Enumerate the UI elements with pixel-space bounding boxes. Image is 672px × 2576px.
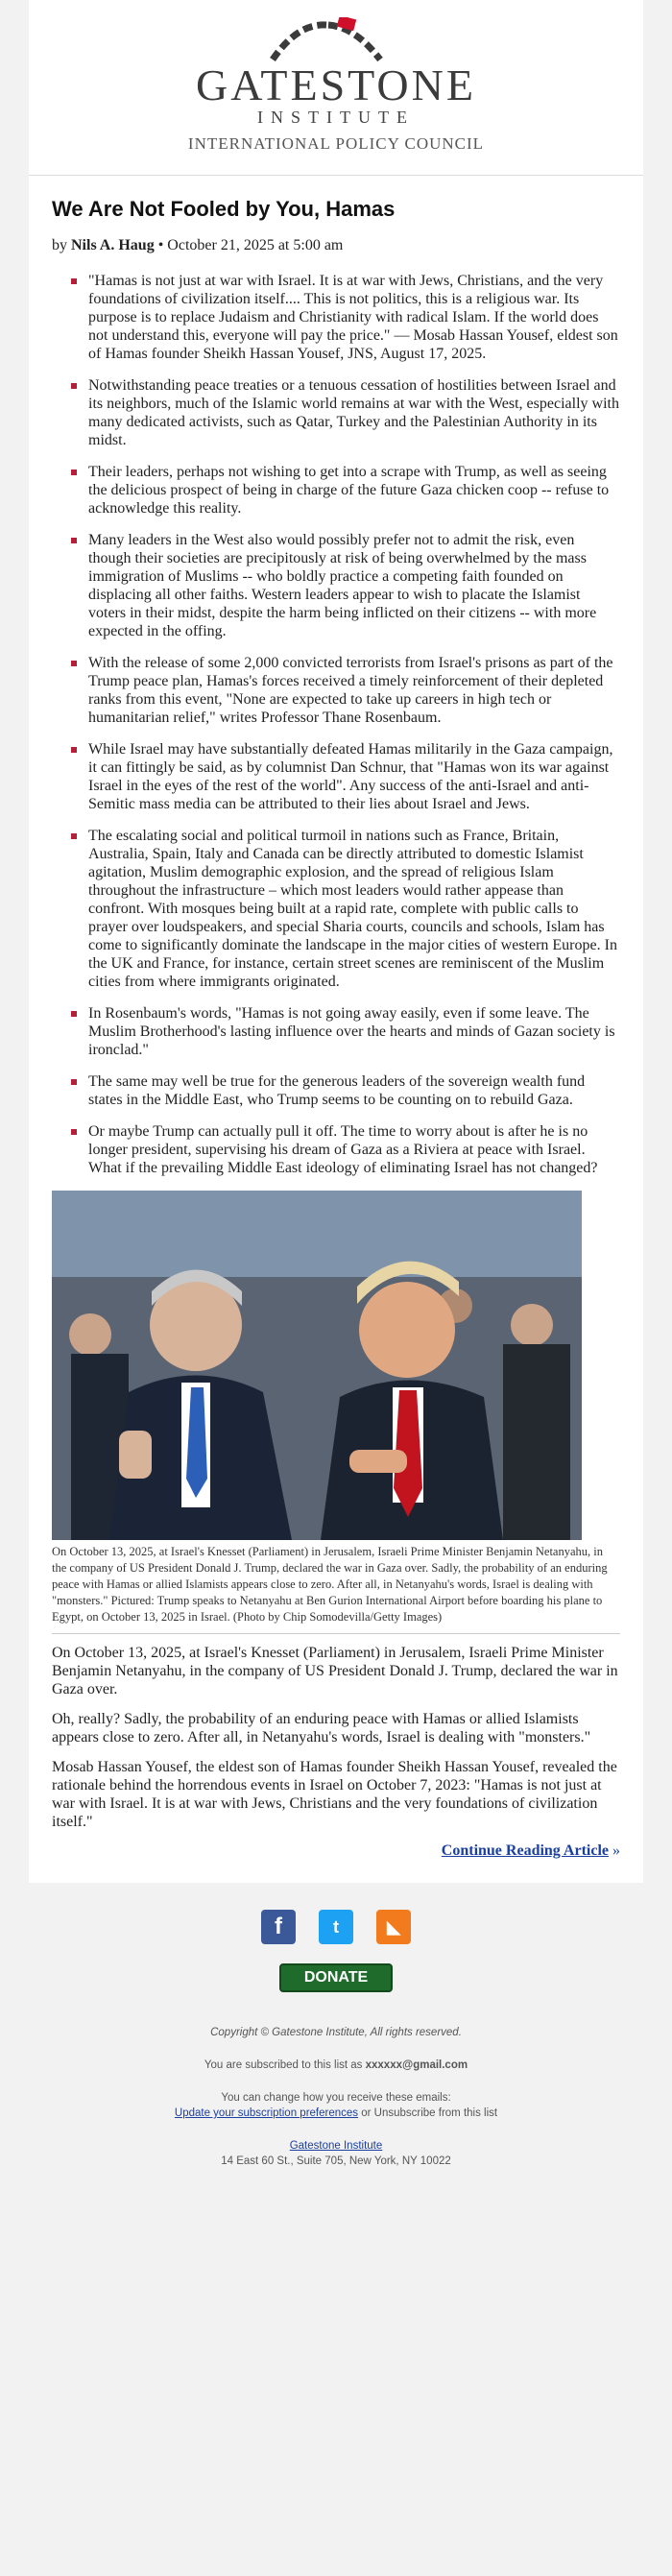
bullet-item [67, 740, 620, 813]
logo-tagline: INTERNATIONAL POLICY COUNCIL [187, 134, 485, 153]
org-line [29, 2140, 643, 2152]
rss-icon[interactable]: ◣ [376, 1910, 411, 1944]
article-date: October 21, 2025 at 5:00 am [167, 237, 344, 253]
facebook-icon[interactable]: f [261, 1910, 296, 1944]
byline-separator: • [157, 237, 164, 253]
bullet-text: With the release of some 2,000 convicted terrorists from Israel's prisons as part of the Trump peace plan, Hamas's forces received a timely reinforcement of their depleted ranks from this event, "None are expected to take up careers in high tech or humanitarian relief," writes Professor Thane Rosenbaum. [88, 655, 613, 726]
body-paragraph: Mosab Hassan Yousef, the eldest son of Hamas founder Sheikh Hassan Yousef, revealed the rationale behind the horrendous events in Israel on October 7, 2023: "Hamas is not just at war with Israel. It is at war with Jews, Christians and the very foundations of civilization itself." [52, 1759, 617, 1830]
bullet-text: In Rosenbaum's words, "Hamas is not going away easily, even if some leave. The Muslim Brotherhood's lasting influence over the hearts and minds of Gazan society is ironclad." [88, 1005, 615, 1058]
bullet-text: The escalating social and political turmoil in nations such as France, Britain, Australia, Spain, Italy and Canada can be directly attributed to domestic Islamist agitation, Muslim demographic explosion, and the spread of religious Islam throughout the infrastructure – which most leaders would rather appease than confront. With mosques being built at a rapid rate, complete with public calls to prayer over loudspeakers, and special Sharia courts, councils and schools, Islam has come to significantly dominate the landscape in the major cities of western Europe. In the UK and France, for instance, certain street scenes are reminiscent of the Muslim cities from where immigrants originated. [88, 828, 617, 990]
bullet-item [67, 1122, 620, 1177]
bullet-icon [71, 661, 77, 666]
bullet-text: "Hamas is not just at war with Israel. It is at war with Jews, Christians, and the very foundations of civilization itself.... This is not politics, this is a religious war. Its purpose is to replace Judaism and Christianity with radical Islam. If the world does not understand this, everyone will pay the price." — Mosab Hassan Yousef, eldest son of Hamas founder Sheikh Hassan Yousef, JNS, August 17, 2025. [88, 273, 618, 362]
continue-reading [52, 1842, 620, 1860]
logo-brand: GATESTONE [196, 60, 476, 109]
bullet-item [67, 654, 620, 727]
bullet-icon [71, 383, 77, 389]
subscribed-text: You are subscribed to this list as [204, 2059, 363, 2071]
subscriber-email: xxxxxx@gmail.com [365, 2059, 468, 2071]
footer [29, 1883, 643, 2180]
bullet-icon [71, 833, 77, 839]
org-address: 14 East 60 St., Suite 705, New York, NY 10022 [221, 2155, 451, 2167]
bullet-icon [71, 538, 77, 543]
bullet-item [67, 827, 620, 991]
bullet-item [67, 272, 620, 363]
bullet-icon [71, 1079, 77, 1085]
social-links [29, 1910, 643, 1944]
bullet-text: Many leaders in the West also would possibly prefer not to admit the risk, even though their societies are precipitously at risk of being overwhelmed by the mass immigration of Muslims -- who boldly practice a competing faith founded on displacing all other faiths. Western leaders appear to wish to placate the Islamist voters in their midst, despite the harm being inflicted on their citizens -- with more expected in the offing. [88, 532, 597, 639]
article [29, 176, 643, 1883]
bullet-item [67, 531, 620, 640]
byline [52, 237, 620, 254]
subscription-info [29, 2059, 643, 2071]
bullet-icon [71, 1129, 77, 1135]
bullet-icon [71, 278, 77, 284]
photo-illustration [52, 1191, 582, 1540]
bullet-icon [71, 1011, 77, 1017]
header [29, 0, 643, 176]
change-text: You can change how you receive these emails: [221, 2092, 451, 2104]
donate-button[interactable]: DONATE [279, 1963, 393, 1992]
update-preferences-link[interactable]: Update your subscription preferences [174, 2107, 359, 2119]
bullet-text: Their leaders, perhaps not wishing to get into a scrape with Trump, as well as seeing the delicious prospect of being in charge of the future Gaza chicken coop -- refuse to acknowledge this reality. [88, 464, 610, 517]
logo-arc-icon [259, 17, 394, 65]
unsubscribe-text[interactable]: or Unsubscribe from this list [358, 2107, 498, 2119]
bullet-text: The same may well be true for the generous leaders of the sovereign wealth fund states in the Middle East, who Trump seems to be counting on to rebuild Gaza. [88, 1073, 586, 1108]
bullet-text: Notwithstanding peace treaties or a tenuous cessation of hostilities between Israel and its neighbors, much of the Islamic world remains at war with the West, especially with many dedicated activists, such as Qatar, Turkey and the Palestinian Authority in its midst. [88, 377, 619, 448]
summary-bullets [52, 272, 620, 1177]
bullet-item [67, 1072, 620, 1109]
author-name: Nils A. Haug [71, 237, 155, 253]
body-paragraph: Oh, really? Sadly, the probability of an enduring peace with Hamas or allied Islamists appears close to zero. After all, in Netanyahu's words, Israel is dealing with "monsters." [52, 1711, 591, 1745]
bullet-item [67, 463, 620, 518]
copyright-text: Copyright © Gatestone Institute, All rights reserved. [210, 2027, 462, 2038]
photo-caption: On October 13, 2025, at Israel's Knesset (Parliament) in Jerusalem, Israeli Prime Minister Benjamin Netanyahu, in the company of US President Donald J. Trump, declared the war in Gaza over. Sadly, the probability of an enduring peace with Hamas or allied Islamists appears close to zero. After all, in Netanyahu's words, Israel is dealing with "monsters." Pictured: Trump speaks to Netanyahu at Ben Gurion International Airport before boarding his plane to Egypt, on October 13, 2025 in Israel. (Photo by Chip Somodevilla/Getty Images) [52, 1540, 620, 1634]
twitter-icon[interactable]: t [319, 1910, 353, 1944]
bullet-icon [71, 469, 77, 475]
bullet-text: While Israel may have substantially defeated Hamas militarily in the Gaza campaign, it can fittingly be said, as by columnist Dan Schnur, that "Hamas won its war against Israel in the eyes of the rest of the world". Any success of the anti-Israel and anti-Semitic mass media can be attributed to their lies about Israel and Jews. [88, 741, 613, 812]
bullet-text: Or maybe Trump can actually pull it off. The time to worry about is after he is no longer president, supervising his dream of Gaza as a Riviera at peace with Israel. What if the prevailing Middle East ideology of eliminating Israel has not changed? [88, 1123, 598, 1176]
article-photo[interactable] [52, 1191, 582, 1540]
byline-by: by [52, 237, 67, 253]
continue-reading-link[interactable]: Continue Reading Article [441, 1842, 609, 1859]
bullet-item [67, 1004, 620, 1059]
bullet-icon [71, 747, 77, 753]
article-title[interactable]: We Are Not Fooled by You, Hamas [52, 197, 396, 221]
body-paragraph: On October 13, 2025, at Israel's Knesset (Parliament) in Jerusalem, Israeli Prime Minister Benjamin Netanyahu, in the company of US President Donald J. Trump, declared the war in Gaza over. [52, 1645, 618, 1697]
preferences-line [29, 2107, 643, 2119]
org-link[interactable]: Gatestone Institute [289, 2140, 383, 2152]
logo-institute: INSTITUTE [257, 108, 415, 127]
chevron-right-icon: » [612, 1842, 620, 1859]
email-container [29, 0, 643, 2180]
bullet-item [67, 376, 620, 449]
